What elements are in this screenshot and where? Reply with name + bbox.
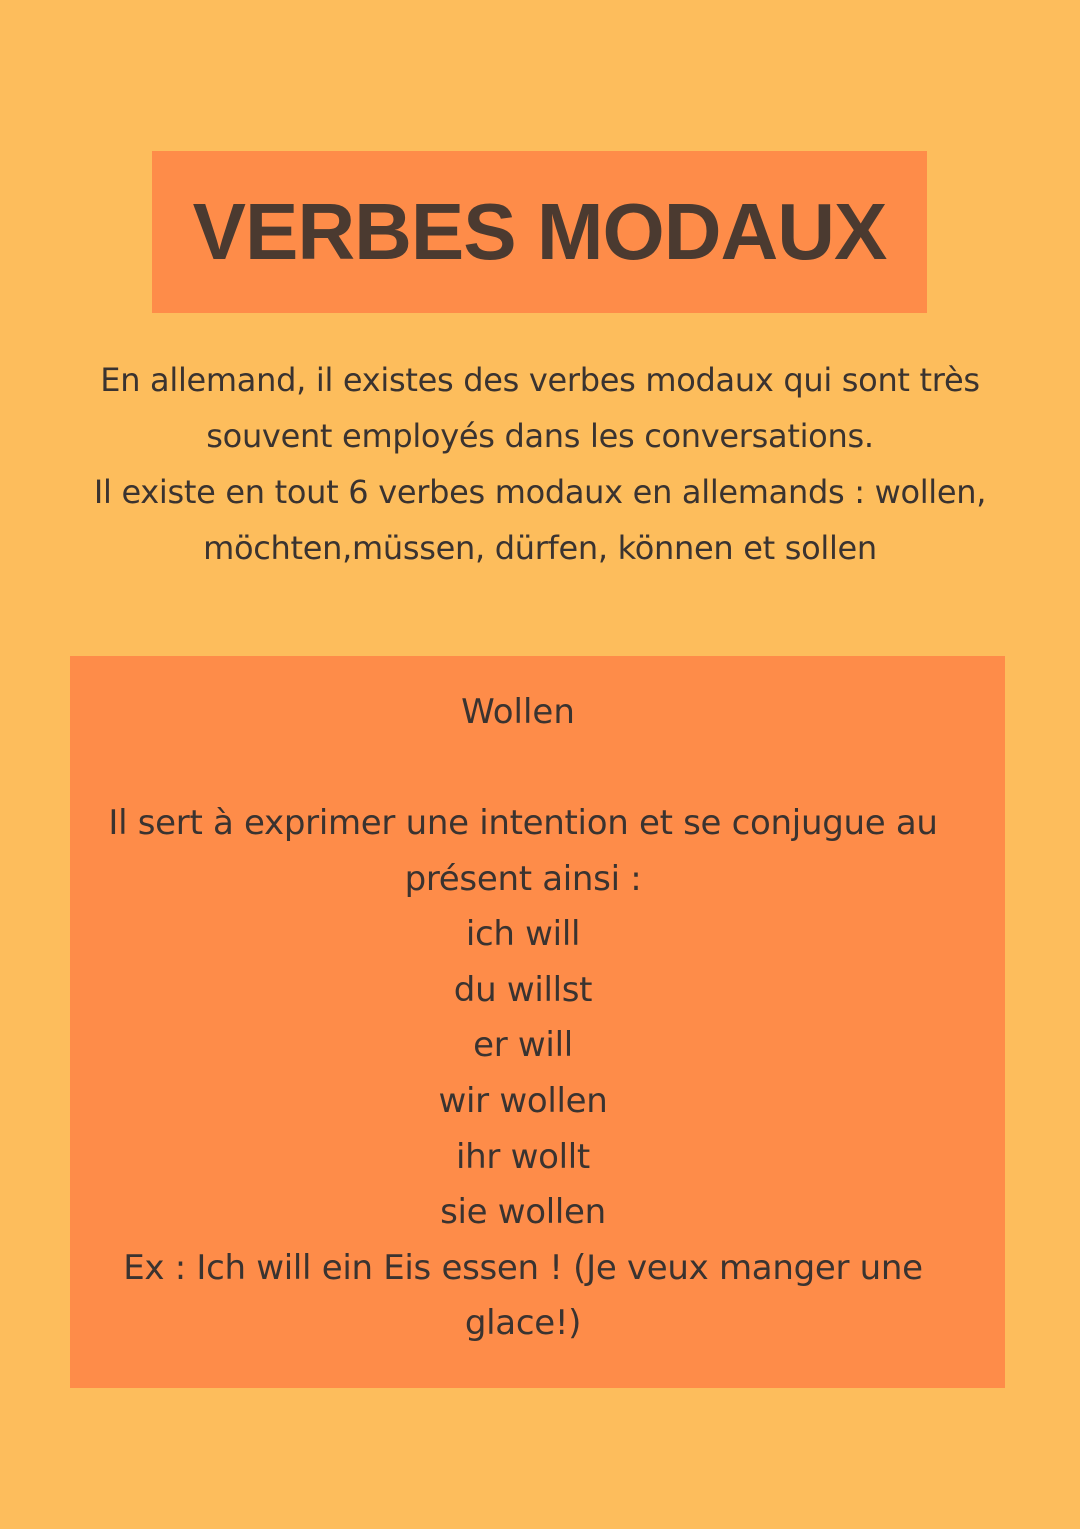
example-line: glace!)	[464, 1303, 582, 1344]
intro-line: Il existe en tout 6 verbes modaux en allemands : wollen,	[93, 473, 987, 511]
conjugation-list	[70, 907, 976, 1241]
title-banner	[152, 151, 927, 313]
intro-paragraph	[20, 352, 1060, 576]
example-line: Ex : Ich will ein Eis essen ! (Je veux manger une	[123, 1247, 923, 1288]
description-line: Il sert à exprimer une intention et se conjugue au	[108, 803, 938, 843]
conjugation-item: ihr wollt	[456, 1136, 590, 1177]
conjugation-item: sie wollen	[440, 1192, 606, 1233]
description-line: présent ainsi :	[404, 858, 642, 899]
intro-line: möchten,müssen, dürfen, können et sollen	[203, 529, 877, 567]
conjugation-item: wir wollen	[438, 1080, 608, 1121]
verb-card-body	[70, 796, 976, 1352]
conjugation-item: ich will	[465, 914, 581, 955]
conjugation-item: du willst	[453, 969, 593, 1010]
intro-line: souvent employés dans les conversations.	[206, 417, 874, 455]
verb-heading: Wollen	[461, 692, 575, 732]
conjugation-item: er will	[473, 1025, 573, 1066]
page-title: VERBES MODAUX	[192, 187, 887, 276]
intro-line: En allemand, il existes des verbes modaux qui sont très	[100, 361, 980, 399]
